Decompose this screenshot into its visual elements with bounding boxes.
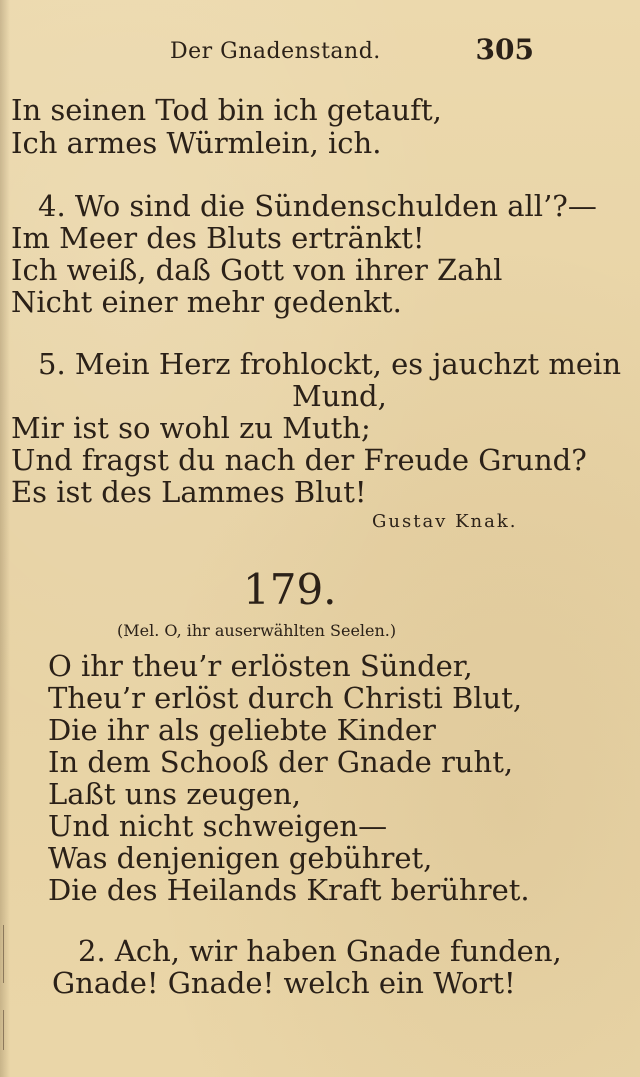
page-number: 305 (475, 33, 534, 66)
verse-line: In seinen Tod bin ich getauft, (11, 93, 442, 127)
author-signature: Gustav Knak. (372, 511, 518, 532)
verse-line: Die des Heilands Kraft berühret. (48, 873, 530, 907)
hymn-number: 179. (243, 565, 337, 614)
page-edge-mark (3, 1010, 4, 1050)
verse-line: Theu’r erlöst durch Christi Blut, (48, 681, 523, 715)
verse-line: Die ihr als geliebte Kinder (48, 713, 436, 747)
verse-line: Laßt uns zeugen, (48, 777, 301, 811)
melody-indication: (Mel. O, ihr auserwählten Seelen.) (117, 621, 397, 640)
verse-line: Mir ist so wohl zu Muth; (11, 411, 371, 445)
page-edge-mark (3, 925, 4, 983)
verse-line-continuation: Mund, (292, 379, 387, 413)
verse-line: Ich weiß, daß Gott von ihrer Zahl (11, 253, 503, 287)
verse-line: Im Meer des Bluts ertränkt! (11, 221, 425, 255)
verse-line: 4. Wo sind die Sündenschulden all’?— (38, 189, 597, 223)
verse-line: Gnade! Gnade! welch ein Wort! (52, 966, 516, 1000)
verse-line: Nicht einer mehr gedenkt. (11, 285, 402, 319)
page-binding-edge (0, 0, 10, 1077)
verse-line: In dem Schooß der Gnade ruht, (48, 745, 514, 779)
running-title: Der Gnadenstand. (170, 39, 381, 64)
verse-line: O ihr theu’r erlösten Sünder, (48, 649, 473, 683)
verse-line: Und fragst du nach der Freude Grund? (11, 443, 587, 477)
verse-line: Und nicht schweigen— (48, 809, 388, 843)
verse-line: Ich armes Würmlein, ich. (11, 126, 382, 160)
verse-line: Es ist des Lammes Blut! (11, 475, 367, 509)
verse-line: Was denjenigen gebühret, (48, 841, 433, 875)
verse-line: 5. Mein Herz frohlockt, es jauchzt mein (38, 347, 622, 381)
verse-line: 2. Ach, wir haben Gnade funden, (78, 934, 562, 968)
